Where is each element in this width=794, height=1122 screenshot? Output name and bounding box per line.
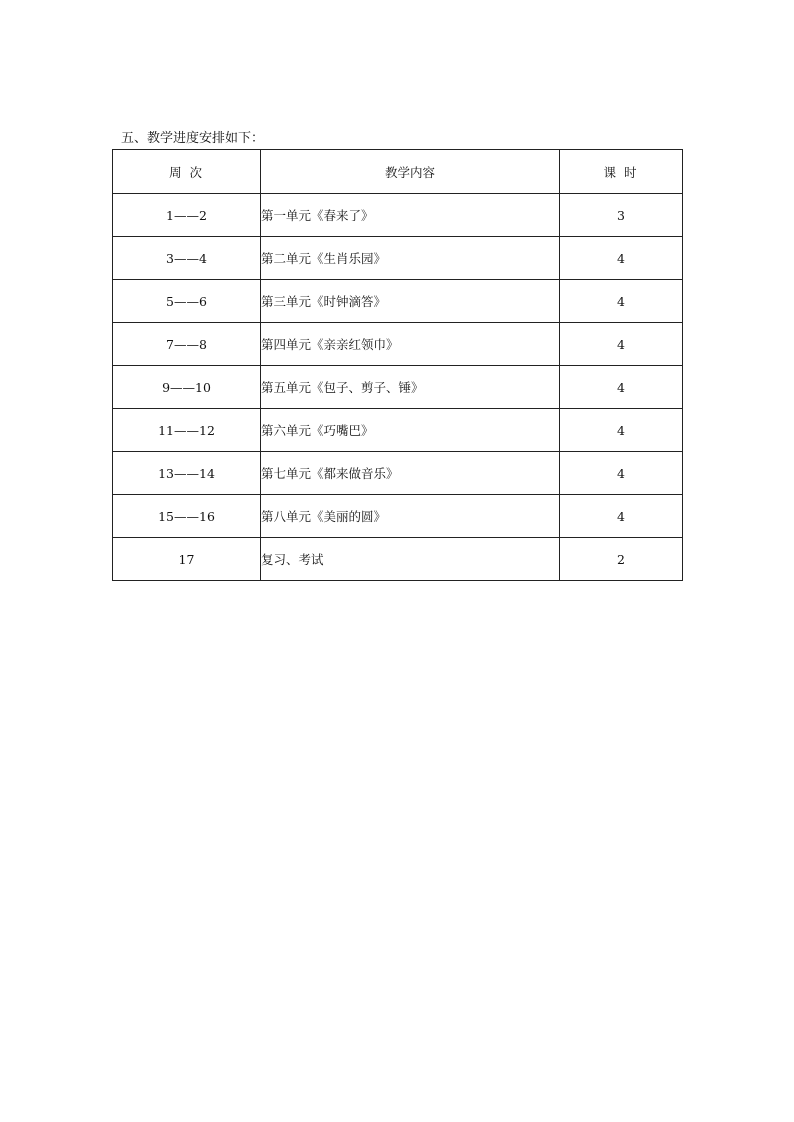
week-cell: 1——2	[113, 194, 261, 237]
table-row	[113, 194, 683, 237]
header-content: 教学内容	[261, 150, 560, 194]
hours-cell: 3	[560, 194, 683, 237]
hours-cell: 4	[560, 280, 683, 323]
content-cell: 第四单元《亲亲红领巾》	[261, 323, 560, 366]
hours-cell: 4	[560, 452, 683, 495]
hours-cell: 4	[560, 237, 683, 280]
table-row	[113, 280, 683, 323]
table-row	[113, 409, 683, 452]
week-cell: 13——14	[113, 452, 261, 495]
week-cell: 7——8	[113, 323, 261, 366]
table-row	[113, 237, 683, 280]
week-cell: 3——4	[113, 237, 261, 280]
table-row	[113, 323, 683, 366]
hours-cell: 4	[560, 323, 683, 366]
week-cell: 17	[113, 538, 261, 581]
content-cell: 第一单元《春来了》	[261, 194, 560, 237]
week-cell: 15——16	[113, 495, 261, 538]
header-hours: 课 时	[560, 150, 683, 194]
content-cell: 第三单元《时钟滴答》	[261, 280, 560, 323]
table-row	[113, 366, 683, 409]
hours-cell: 4	[560, 409, 683, 452]
content-cell: 第六单元《巧嘴巴》	[261, 409, 560, 452]
header-week: 周 次	[113, 150, 261, 194]
content-cell: 复习、考试	[261, 538, 560, 581]
teaching-schedule-table	[112, 149, 683, 581]
week-cell: 5——6	[113, 280, 261, 323]
content-cell: 第八单元《美丽的圆》	[261, 495, 560, 538]
table-header-row	[113, 150, 683, 194]
content-cell: 第五单元《包子、剪子、锤》	[261, 366, 560, 409]
week-cell: 9——10	[113, 366, 261, 409]
content-cell: 第七单元《都来做音乐》	[261, 452, 560, 495]
table-row	[113, 452, 683, 495]
section-heading: 五、教学进度安排如下：	[121, 131, 265, 146]
week-cell: 11——12	[113, 409, 261, 452]
hours-cell: 4	[560, 366, 683, 409]
table-row	[113, 495, 683, 538]
hours-cell: 2	[560, 538, 683, 581]
content-cell: 第二单元《生肖乐园》	[261, 237, 560, 280]
hours-cell: 4	[560, 495, 683, 538]
table-row	[113, 538, 683, 581]
